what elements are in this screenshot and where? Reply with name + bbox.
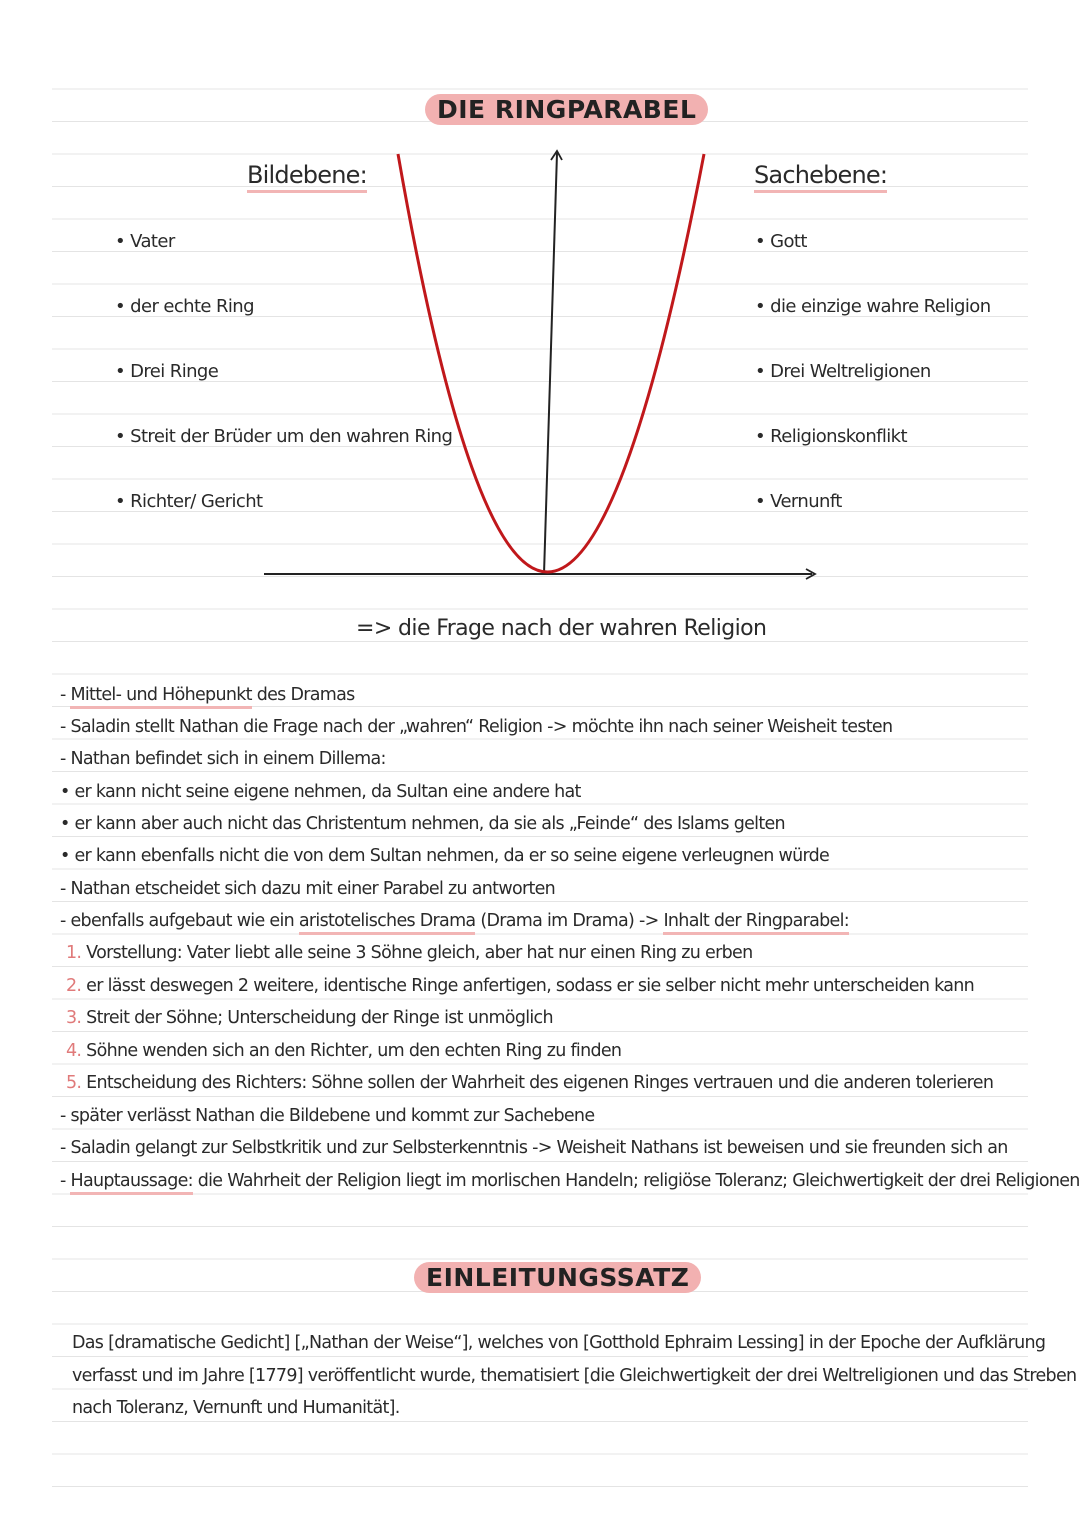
page-title: DIE RINGPARABEL [425, 94, 708, 125]
note-line: - ebenfalls aufgebaut wie ein aristotelisches Drama (Drama im Drama) -> Inhalt der Ringparabel: [60, 911, 849, 931]
bildebene-heading: Bildebene: [247, 161, 367, 189]
note-line: - Mittel- und Höhepunkt des Dramas [60, 685, 355, 705]
step-line: 3. Streit der Söhne; Unterscheidung der Ringe ist unmöglich [66, 1008, 553, 1028]
step-line: 1. Vorstellung: Vater liebt alle seine 3 Söhne gleich, aber hat nur einen Ring zu erben [66, 943, 753, 963]
intro-line: Das [dramatische Gedicht] [„Nathan der Weise“], welches von [Gotthold Ephraim Lessing] in der Epoche der Aufklärung [72, 1333, 1046, 1353]
parabola-diagram [0, 0, 1080, 700]
sachebene-heading: Sachebene: [754, 161, 887, 189]
sachebene-item: • die einzige wahre Religion [755, 296, 991, 317]
intro-line: nach Toleranz, Vernunft und Humanität]. [72, 1398, 400, 1418]
step-line: 2. er lässt deswegen 2 weitere, identische Ringe anfertigen, sodass er sie selber nicht mehr unterscheiden kann [66, 976, 975, 996]
intro-title: EINLEITUNGSSATZ [414, 1262, 701, 1293]
note-line: - Hauptaussage: die Wahrheit der Religion liegt im morlischen Handeln; religiöse Toleranz; Gleichwertigkeit der drei Religionen [60, 1171, 1080, 1191]
conclusion-line: => die Frage nach der wahren Religion [356, 616, 767, 641]
bildebene-item: • Richter/ Gericht [115, 491, 263, 512]
sachebene-item: • Vernunft [755, 491, 842, 512]
step-line: 4. Söhne wenden sich an den Richter, um den echten Ring zu finden [66, 1041, 622, 1061]
note-line: - Saladin stellt Nathan die Frage nach der „wahren“ Religion -> möchte ihn nach seiner Weisheit testen [60, 717, 893, 737]
bildebene-item: • Vater [115, 231, 175, 252]
note-line: - Nathan befindet sich in einem Dillema: [60, 749, 386, 769]
note-line: - Saladin gelangt zur Selbstkritik und zur Selbsterkenntnis -> Weisheit Nathans ist beweisen und sie freunden sich an [60, 1138, 1008, 1158]
sachebene-item: • Gott [755, 231, 807, 252]
note-line: - Nathan etscheidet sich dazu mit einer Parabel zu antworten [60, 879, 556, 899]
y-axis [544, 153, 557, 574]
note-line: • er kann aber auch nicht das Christentum nehmen, da sie als „Feinde“ des Islams gelten [60, 814, 785, 834]
sachebene-item: • Drei Weltreligionen [755, 361, 931, 382]
intro-line: verfasst und im Jahre [1779] veröffentlicht wurde, thematisiert [die Gleichwertigkeit der drei Weltreligionen und das Streben [72, 1366, 1077, 1386]
bildebene-item: • Streit der Brüder um den wahren Ring [115, 426, 453, 447]
bildebene-item: • Drei Ringe [115, 361, 219, 382]
sachebene-item: • Religionskonflikt [755, 426, 907, 447]
note-line: • er kann ebenfalls nicht die von dem Sultan nehmen, da er so seine eigene verleugnen würde [60, 846, 830, 866]
bildebene-item: • der echte Ring [115, 296, 254, 317]
step-line: 5. Entscheidung des Richters: Söhne sollen der Wahrheit des eigenen Ringes vertrauen und die anderen tolerieren [66, 1073, 994, 1093]
note-line: - später verlässt Nathan die Bildebene und kommt zur Sachebene [60, 1106, 595, 1126]
note-line: • er kann nicht seine eigene nehmen, da Sultan eine andere hat [60, 782, 581, 802]
